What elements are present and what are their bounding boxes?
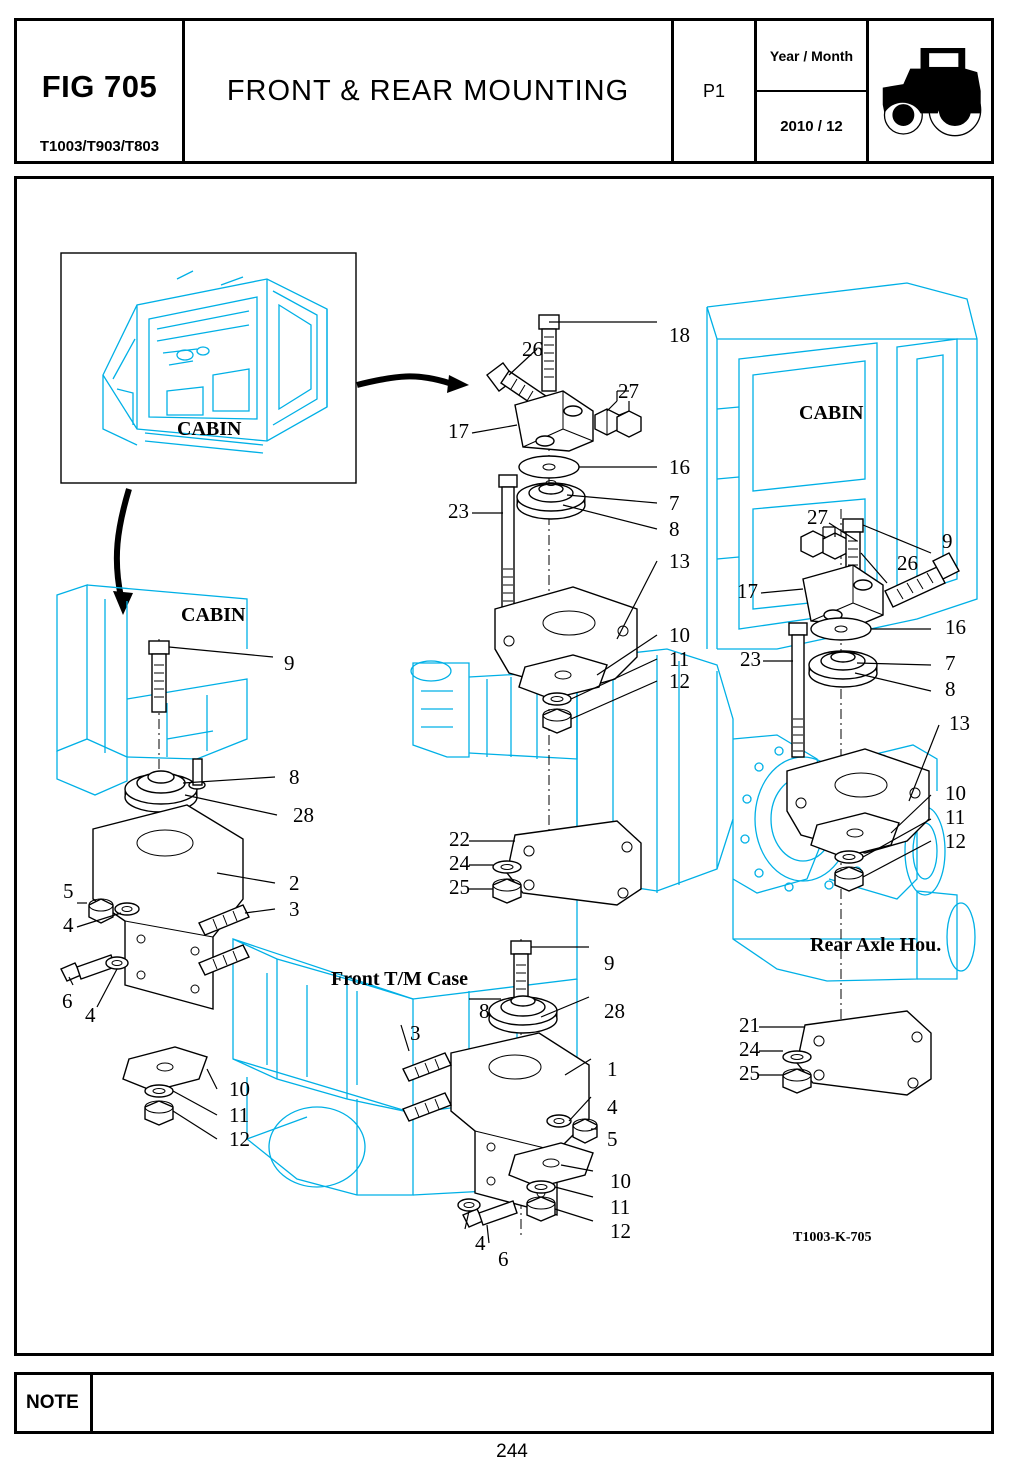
callout-number: 10: [229, 1077, 250, 1101]
figure-title: FRONT & REAR MOUNTING: [226, 74, 630, 107]
part-12-nut-left: [145, 1101, 173, 1125]
cabin-left-label: CABIN: [181, 604, 246, 626]
callout-number: 26: [522, 337, 543, 361]
date-value: 2010 / 12: [780, 118, 843, 135]
model-list: T1003/T903/T803: [39, 138, 160, 155]
callout-number: 17: [737, 579, 758, 603]
callout-number: 11: [945, 805, 966, 829]
callout-number: 6: [498, 1247, 509, 1271]
callout-number: 25: [449, 875, 470, 899]
rear-axle-hou-label: Rear Axle Hou.: [810, 934, 942, 956]
parts-6-4-left: [61, 955, 128, 981]
part-11-washer-right: [835, 851, 863, 863]
page-number: 244: [496, 1441, 528, 1462]
callout-number: 11: [669, 647, 690, 671]
callout-number: 28: [293, 803, 314, 827]
callout-number: 13: [669, 549, 690, 573]
callout-number: 6: [62, 989, 73, 1013]
callout-number: 3: [289, 897, 300, 921]
callout-number: 11: [229, 1103, 250, 1127]
callout-number: 23: [448, 499, 469, 523]
callout-number: 7: [945, 651, 956, 675]
part-8-28-mount-left: [125, 759, 205, 812]
part-12-nut-right: [835, 867, 863, 891]
part-17-bracket-right: [803, 565, 883, 625]
drawing-frame: [14, 176, 994, 1356]
figure-number: FIG 705: [41, 69, 158, 104]
part-16-washer-right: [811, 618, 871, 640]
date-cell: [757, 21, 869, 161]
callout-number: 21: [739, 1013, 760, 1037]
part-11-washer-center: [527, 1181, 555, 1193]
callout-number: 10: [669, 623, 690, 647]
part-11-washer-left: [145, 1085, 173, 1097]
cabin-inset-label: CABIN: [177, 418, 242, 440]
callout-number: 5: [63, 879, 74, 903]
callout-number: 23: [740, 647, 761, 671]
callout-number: 26: [897, 551, 918, 575]
part-12-nut: [543, 709, 571, 733]
part-3-studs-center: [403, 1053, 451, 1121]
cabin-inset: [61, 253, 356, 483]
callout-number: 28: [604, 999, 625, 1023]
figure-title-cell: [185, 21, 674, 161]
part-16-washer: [519, 456, 579, 478]
part-10-shim-left: [123, 1047, 207, 1091]
callout-number: 7: [669, 491, 680, 515]
page-code-cell: [674, 21, 757, 161]
callout-number: 3: [410, 1021, 421, 1045]
part-23-bolt: [499, 475, 517, 607]
callout-number: 16: [945, 615, 966, 639]
assembly-plate-22: [469, 821, 641, 905]
note-label: NOTE: [17, 1375, 93, 1431]
callout-number: 24: [449, 851, 470, 875]
part-23-bolt-right: [789, 623, 807, 757]
callout-number: 2: [289, 871, 300, 895]
callout-number: 25: [739, 1061, 760, 1085]
callout-number: 8: [289, 765, 300, 789]
callout-number: 13: [949, 711, 970, 735]
part-9-bolt-left: [149, 641, 169, 712]
part-11-washer: [543, 693, 571, 705]
callout-number: 10: [945, 781, 966, 805]
callout-number: 10: [610, 1169, 631, 1193]
callout-number: 18: [669, 323, 690, 347]
callout-number: 4: [475, 1231, 486, 1255]
callout-number: 4: [85, 1003, 96, 1027]
callout-number: 12: [669, 669, 690, 693]
assembly-right: [761, 509, 959, 1059]
callout-number: 4: [63, 913, 74, 937]
figure-cell: [17, 21, 185, 161]
callout-number: 9: [942, 529, 953, 553]
callout-number: 12: [945, 829, 966, 853]
page-code: P1: [702, 80, 726, 101]
callout-number: 8: [945, 677, 956, 701]
assembly-plate-21: [759, 1011, 931, 1095]
chassis-outline: [233, 649, 975, 1195]
front-tm-case-label: Front T/M Case: [331, 968, 469, 990]
callout-number: 12: [229, 1127, 250, 1151]
callout-number: 11: [610, 1195, 631, 1219]
drawing-code: T1003-K-705: [793, 1230, 872, 1245]
callout-number: 16: [669, 455, 690, 479]
note-block: [14, 1372, 994, 1434]
callout-number: 24: [739, 1037, 760, 1061]
callout-number: 17: [448, 419, 469, 443]
callout-number: 27: [807, 505, 828, 529]
note-body: [93, 1375, 991, 1431]
callout-number: 8: [479, 999, 490, 1023]
part-7-8-mount-right: [809, 651, 877, 687]
tractor-icon: [869, 21, 991, 161]
callout-number: 4: [607, 1095, 618, 1119]
callout-number: 27: [618, 379, 639, 403]
callout-number: 5: [607, 1127, 618, 1151]
callout-number: 8: [669, 517, 680, 541]
callout-number: 1: [607, 1057, 618, 1081]
date-header: Year / Month: [757, 21, 866, 92]
cabin-right-label: CABIN: [799, 402, 864, 424]
part-27-nuts-right: [801, 531, 847, 559]
callout-number: 22: [449, 827, 470, 851]
callout-number: 9: [284, 651, 295, 675]
callout-number: 9: [604, 951, 615, 975]
part-12-nut-center: [527, 1197, 555, 1221]
title-block: [14, 18, 994, 164]
part-27-nuts: [595, 409, 641, 437]
exploded-parts-diagram: [17, 179, 991, 1353]
callout-number: 12: [610, 1219, 631, 1243]
part-7-8-mount: [517, 481, 585, 520]
